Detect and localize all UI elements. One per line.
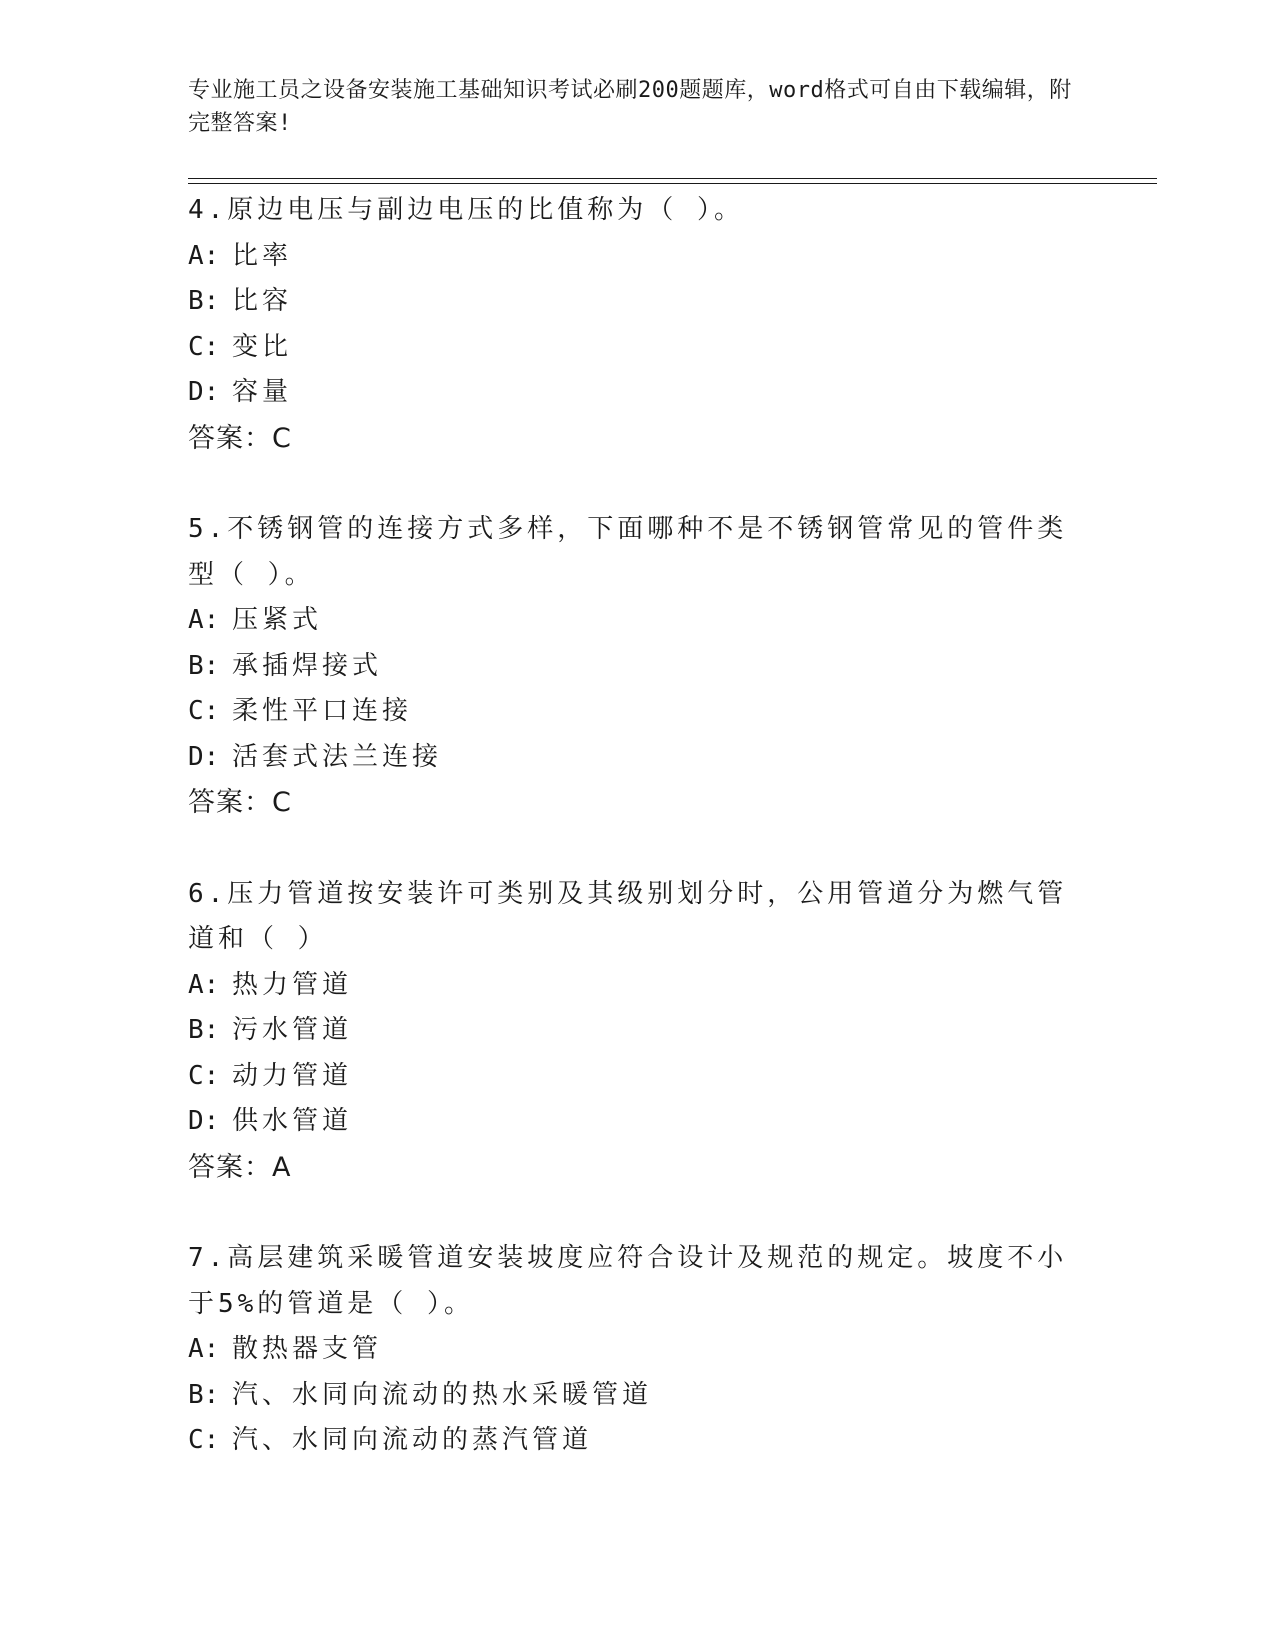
option-text: 压紧式 (232, 605, 323, 635)
option-letter: A: (188, 240, 220, 271)
option-letter: C: (188, 1425, 220, 1455)
option-text: 动力管道 (232, 1060, 353, 1091)
header-rule-top (188, 178, 1157, 179)
question-stem: 5.不锈钢管的连接方式多样，下面哪种不是不锈钢管常见的管件类型（ ）。 (188, 514, 1068, 590)
answer-line: 答案：C (188, 422, 292, 454)
option-letter: D: (188, 377, 220, 407)
option-a (188, 1327, 1088, 1373)
option-letter: B: (188, 1015, 220, 1045)
answer-line: 答案：A (188, 1151, 292, 1183)
option-text: 比容 (232, 286, 293, 316)
option-text: 比率 (232, 240, 293, 271)
option-text: 散热器支管 (232, 1334, 383, 1364)
option-letter: A: (188, 605, 220, 635)
option-letter: B: (188, 650, 220, 681)
option-d (188, 1099, 1088, 1145)
option-letter: A: (188, 1334, 220, 1364)
option-text: 供水管道 (232, 1106, 353, 1136)
option-letter: C: (188, 1060, 220, 1091)
option-text: 活套式法兰连接 (232, 741, 443, 772)
header-rule-bottom (188, 183, 1157, 184)
option-b (188, 1008, 1088, 1054)
option-text: 热力管道 (232, 969, 353, 1000)
document-header: 专业施工员之设备安装施工基础知识考试必刷200题题库，word格式可自由下载编辑，附完整答案! (188, 78, 1072, 136)
option-b (188, 644, 1088, 690)
option-d (188, 370, 1088, 416)
option-letter: A: (188, 969, 220, 1000)
option-a (188, 234, 1088, 280)
answer-line: 答案：C (188, 787, 292, 818)
option-text: 变比 (232, 331, 293, 362)
question-4 (188, 188, 1088, 461)
option-a (188, 963, 1088, 1009)
option-letter: B: (188, 1379, 220, 1410)
option-letter: B: (188, 286, 220, 316)
option-letter: D: (188, 741, 220, 772)
option-text: 污水管道 (232, 1015, 353, 1045)
option-c (188, 689, 1088, 735)
question-5 (188, 507, 1088, 826)
question-stem: 4.原边电压与副边电压的比值称为（ ）。 (188, 195, 744, 225)
option-a (188, 598, 1088, 644)
option-c (188, 325, 1088, 371)
question-list (188, 188, 1088, 1510)
option-text: 汽、水同向流动的热水采暖管道 (232, 1379, 653, 1410)
option-letter: C: (188, 331, 220, 362)
option-text: 汽、水同向流动的蒸汽管道 (232, 1425, 593, 1455)
option-text: 承插焊接式 (232, 650, 383, 681)
option-b (188, 279, 1088, 325)
question-6 (188, 872, 1088, 1191)
option-letter: D: (188, 1106, 220, 1136)
question-7 (188, 1236, 1088, 1464)
option-d (188, 735, 1088, 781)
option-c (188, 1054, 1088, 1100)
question-stem: 6.压力管道按安装许可类别及其级别划分时，公用管道分为燃气管道和（ ） (188, 878, 1068, 954)
option-b (188, 1373, 1088, 1419)
option-letter: C: (188, 696, 220, 726)
option-text: 柔性平口连接 (232, 696, 413, 726)
question-stem: 7.高层建筑采暖管道安装坡度应符合设计及规范的规定。坡度不小于5%的管道是（ ）。 (188, 1243, 1068, 1319)
option-c (188, 1418, 1088, 1464)
option-text: 容量 (232, 377, 293, 407)
